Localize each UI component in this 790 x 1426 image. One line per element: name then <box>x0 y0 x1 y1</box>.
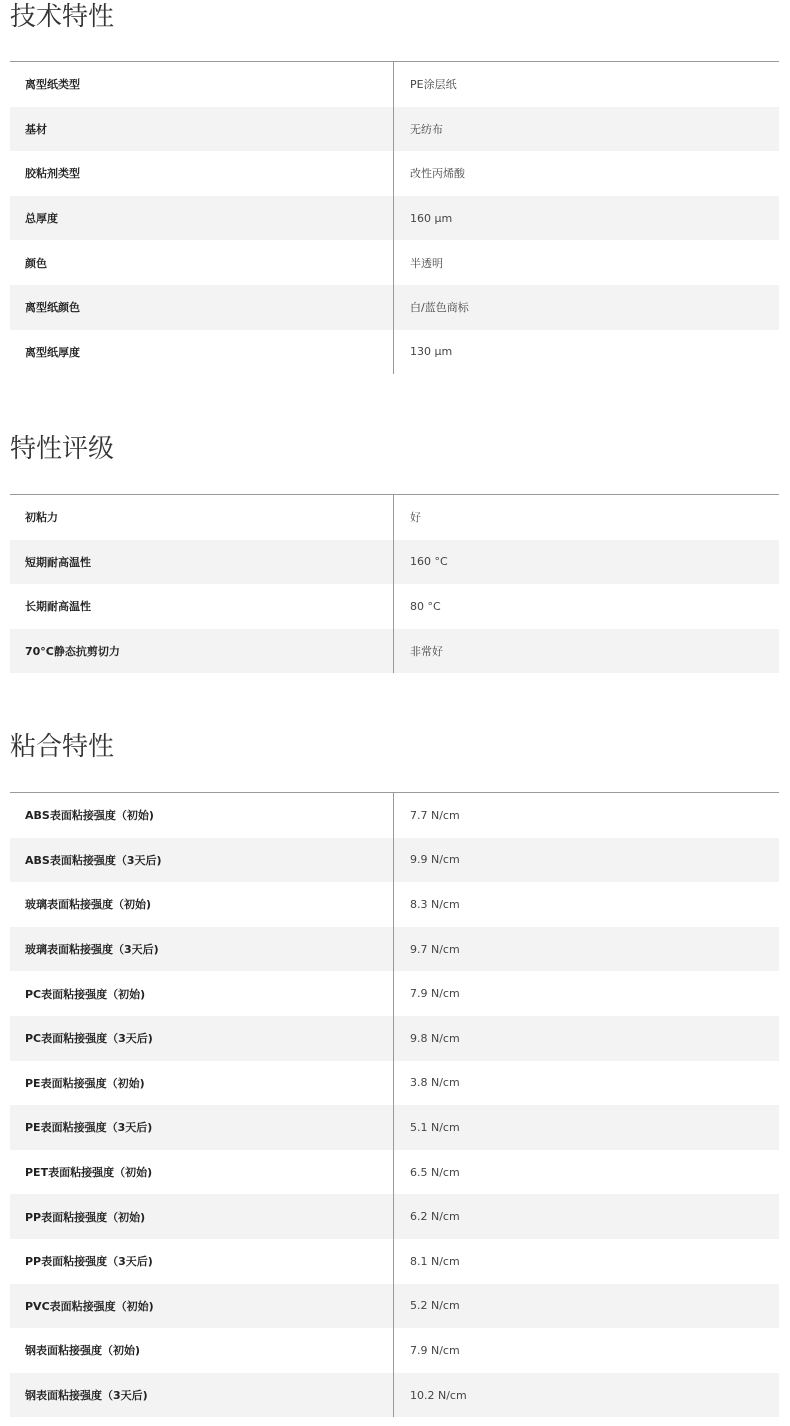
table-row <box>10 495 779 540</box>
row-label: PVC表面粘接强度（初始) <box>25 1299 154 1313</box>
table-row <box>10 540 779 585</box>
row-label: PC表面粘接强度（3天后) <box>25 1032 153 1046</box>
row-value: 6.5 N/cm <box>393 1150 779 1195</box>
row-label: 离型纸颜色 <box>25 301 80 315</box>
table-row <box>10 793 779 838</box>
row-value: 9.7 N/cm <box>393 927 779 972</box>
row-value: 160 °C <box>393 540 779 585</box>
property-ratings-table <box>10 494 779 673</box>
row-value: 无纺布 <box>393 107 779 152</box>
row-label: PP表面粘接强度（初始) <box>25 1210 146 1224</box>
row-label: PP表面粘接强度（3天后) <box>25 1255 153 1269</box>
table-row <box>10 882 779 927</box>
row-value: 9.8 N/cm <box>393 1016 779 1061</box>
row-value: 8.1 N/cm <box>393 1239 779 1284</box>
section-title: 粘合特性 <box>10 732 115 762</box>
row-label: PE表面粘接强度（3天后) <box>25 1121 153 1135</box>
row-label: 玻璃表面粘接强度（3天后) <box>25 943 159 957</box>
row-label: 初粘力 <box>25 511 58 525</box>
adhesion-properties-table <box>10 792 779 1417</box>
row-value: 7.7 N/cm <box>393 793 779 838</box>
row-value: 8.3 N/cm <box>393 882 779 927</box>
table-row <box>10 1194 779 1239</box>
row-label: 胶粘剂类型 <box>25 167 80 181</box>
table-row <box>10 838 779 883</box>
row-value: 白/蓝色商标 <box>393 285 779 330</box>
row-value: 160 µm <box>393 196 779 241</box>
table-row <box>10 1373 779 1418</box>
row-value: 5.1 N/cm <box>393 1105 779 1150</box>
table-row <box>10 107 779 152</box>
table-row <box>10 151 779 196</box>
table-row <box>10 1105 779 1150</box>
row-label: 钢表面粘接强度（初始) <box>25 1344 141 1358</box>
row-value: 半透明 <box>393 240 779 285</box>
table-row <box>10 971 779 1016</box>
table-row <box>10 629 779 674</box>
table-row <box>10 1328 779 1373</box>
section-title: 特性评级 <box>10 434 115 464</box>
row-value: 9.9 N/cm <box>393 838 779 883</box>
row-value: PE涂层纸 <box>393 62 779 107</box>
row-value: 10.2 N/cm <box>393 1373 779 1418</box>
row-label: 长期耐高温性 <box>25 600 91 614</box>
row-label: 离型纸类型 <box>25 78 80 92</box>
table-row <box>10 1150 779 1195</box>
table-row <box>10 927 779 972</box>
technical-properties-table <box>10 61 779 374</box>
row-label: 钢表面粘接强度（3天后) <box>25 1389 148 1403</box>
row-label: PET表面粘接强度（初始) <box>25 1166 153 1180</box>
row-label: 70°C静态抗剪切力 <box>25 645 120 659</box>
row-label: 短期耐高温性 <box>25 555 91 569</box>
table-row <box>10 1284 779 1329</box>
row-label: ABS表面粘接强度（3天后) <box>25 853 162 867</box>
row-label: 玻璃表面粘接强度（初始) <box>25 898 152 912</box>
row-label: PE表面粘接强度（初始) <box>25 1076 145 1090</box>
row-label: 总厚度 <box>25 212 58 226</box>
table-row <box>10 584 779 629</box>
table-row <box>10 1016 779 1061</box>
row-value: 非常好 <box>393 629 779 674</box>
row-value: 80 °C <box>393 584 779 629</box>
row-value: 好 <box>393 495 779 540</box>
row-label: PC表面粘接强度（初始) <box>25 987 146 1001</box>
table-row <box>10 330 779 375</box>
section-title: 技术特性 <box>10 2 115 32</box>
table-row <box>10 1061 779 1106</box>
table-row <box>10 285 779 330</box>
row-label: 离型纸厚度 <box>25 345 80 359</box>
table-row <box>10 62 779 107</box>
row-value: 改性丙烯酸 <box>393 151 779 196</box>
row-value: 3.8 N/cm <box>393 1061 779 1106</box>
row-value: 130 µm <box>393 330 779 375</box>
row-value: 7.9 N/cm <box>393 971 779 1016</box>
table-row <box>10 196 779 241</box>
row-label: ABS表面粘接强度（初始) <box>25 809 154 823</box>
row-value: 5.2 N/cm <box>393 1284 779 1329</box>
row-value: 7.9 N/cm <box>393 1328 779 1373</box>
row-value: 6.2 N/cm <box>393 1194 779 1239</box>
row-label: 基材 <box>25 122 47 136</box>
table-row <box>10 1239 779 1284</box>
row-label: 颜色 <box>25 256 47 270</box>
table-row <box>10 240 779 285</box>
